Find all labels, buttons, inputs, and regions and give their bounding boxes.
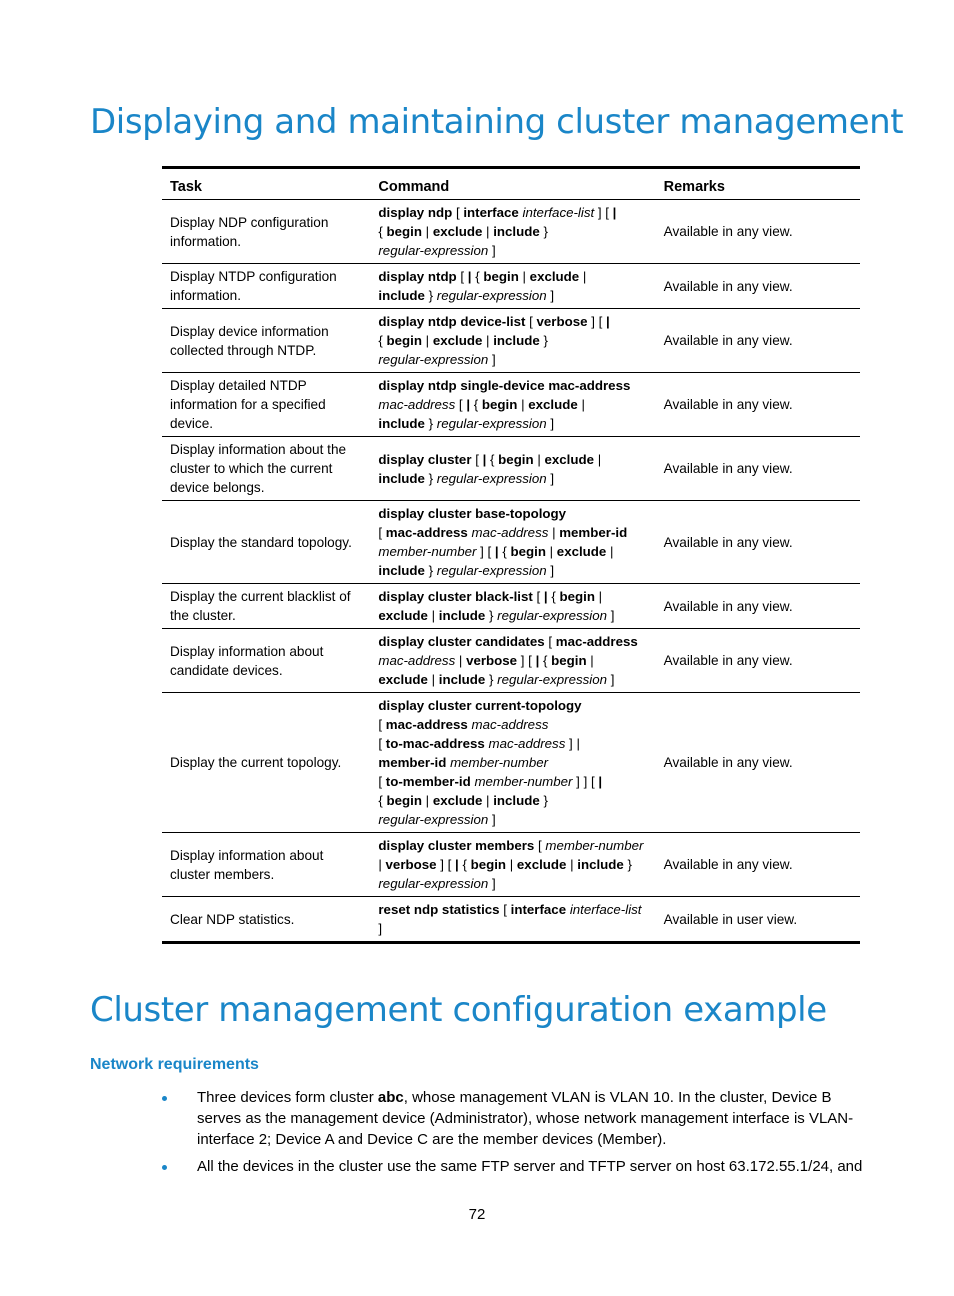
text-run: ] xyxy=(488,876,496,891)
keyword: include xyxy=(493,793,540,808)
keyword: exclude xyxy=(432,224,483,239)
task-cell: Display NTDP configuration information. xyxy=(162,264,370,309)
keyword: display cluster xyxy=(378,451,472,467)
text-run: | xyxy=(566,857,578,872)
text-run: ] xyxy=(488,243,496,258)
text-run: [ xyxy=(525,314,537,329)
keyword: member-id xyxy=(559,525,628,540)
text-run: ] xyxy=(546,288,555,303)
keyword: | xyxy=(598,774,603,789)
argument: interface-list xyxy=(522,205,595,220)
argument: member-number xyxy=(545,838,644,853)
remarks-cell: Available in any view. xyxy=(656,833,860,897)
keyword: begin xyxy=(386,793,422,808)
argument: member-number xyxy=(378,544,477,559)
keyword: mac-address xyxy=(385,717,468,732)
table-row xyxy=(162,501,860,584)
keyword: | xyxy=(466,397,471,412)
argument: mac-address xyxy=(471,717,549,732)
keyword: exclude xyxy=(432,333,483,348)
text-run: [ xyxy=(544,634,556,649)
argument: regular-expression xyxy=(378,243,489,258)
table-header-row xyxy=(162,168,860,200)
argument: mac-address xyxy=(488,736,566,751)
keyword: | xyxy=(543,589,548,604)
text-run: | xyxy=(594,589,603,604)
text-run: { xyxy=(547,589,560,604)
argument: regular-expression xyxy=(497,672,608,687)
text-run: ] xyxy=(488,352,496,367)
command-cell xyxy=(370,373,655,437)
remarks-cell: Available in user view. xyxy=(663,911,798,927)
task-cell: Display the current blacklist of the cluster. xyxy=(162,584,370,629)
bullet-icon xyxy=(162,1096,167,1101)
text-run: All the devices in the cluster use the same FTP server and TFTP server on host 63.172.55.1/24, and xyxy=(197,1158,863,1175)
command-cell xyxy=(370,501,655,584)
text-run: ] xyxy=(546,470,555,486)
text-run: | xyxy=(506,857,517,872)
text-run: | xyxy=(606,544,614,559)
argument: mac-address xyxy=(378,397,456,412)
argument: interface-list xyxy=(569,902,642,917)
argument: regular-expression xyxy=(436,563,547,578)
keyword: include xyxy=(438,672,486,687)
text-run: | xyxy=(518,269,530,284)
section-heading-display-maintain: Displaying and maintaining cluster management xyxy=(90,102,904,142)
text-run: } xyxy=(539,333,548,348)
table-row xyxy=(162,437,860,501)
text-run: | xyxy=(517,397,529,412)
table-row xyxy=(162,629,860,693)
keyword: display cluster base-topology xyxy=(378,506,567,521)
text-run: } xyxy=(424,563,437,578)
keyword: | xyxy=(494,544,499,559)
text-run: { xyxy=(471,269,484,284)
text-run: | xyxy=(482,224,494,239)
header-task: Task xyxy=(162,168,370,200)
keyword: verbose xyxy=(536,314,588,329)
task-cell: Display information about cluster members. xyxy=(162,833,370,897)
keyword: begin xyxy=(386,333,422,348)
keyword: include xyxy=(438,608,486,623)
remarks-cell: Available in any view. xyxy=(656,264,860,309)
table-row xyxy=(162,200,860,264)
text-run: ] ] [ xyxy=(572,774,599,789)
keyword: begin xyxy=(483,269,519,284)
bullet-icon xyxy=(162,1165,167,1170)
keyword: mac-address xyxy=(555,634,638,649)
keyword: include xyxy=(378,470,425,486)
text-run: | xyxy=(427,608,439,623)
text-run: ] [ xyxy=(436,857,456,872)
text-run: } xyxy=(485,608,498,623)
argument: regular-expression xyxy=(378,352,489,367)
keyword: display cluster black-list xyxy=(378,589,533,604)
keyword: display cluster members xyxy=(378,838,535,853)
command-cell xyxy=(370,584,655,629)
text-run: { xyxy=(458,857,471,872)
task-cell: Display the current topology. xyxy=(162,693,370,833)
keyword: exclude xyxy=(529,269,580,284)
text-run: { xyxy=(378,224,387,239)
text-run: Three devices form cluster xyxy=(197,1089,378,1106)
keyword: include xyxy=(378,288,425,303)
text-run: [ xyxy=(378,736,386,751)
text-run: } xyxy=(623,857,632,872)
keyword: display ndp xyxy=(378,205,453,220)
table-row xyxy=(162,897,860,943)
remarks-cell: Available in any view. xyxy=(656,693,860,833)
keyword: display cluster candidates xyxy=(378,634,545,649)
remarks-cell: Available in any view. xyxy=(656,629,860,693)
text-run: { xyxy=(539,653,552,668)
text-run: [ xyxy=(499,902,511,917)
argument: mac-address xyxy=(471,525,549,540)
command-table xyxy=(162,166,860,944)
argument: regular-expression xyxy=(436,288,547,303)
keyword: begin xyxy=(559,589,595,604)
task-cell: Display information about candidate devices. xyxy=(162,629,370,693)
keyword: | xyxy=(535,653,540,668)
text-run: | xyxy=(548,525,560,540)
text-run: | xyxy=(421,333,433,348)
command-cell xyxy=(370,437,655,501)
keyword: reset ndp statistics xyxy=(378,902,500,917)
subsection-heading-network-requirements: Network requirements xyxy=(90,1056,259,1073)
header-command: Command xyxy=(370,168,655,200)
table-row xyxy=(162,584,860,629)
table-row xyxy=(162,833,860,897)
keyword: display ntdp xyxy=(378,269,457,284)
table-row xyxy=(162,264,860,309)
keyword: | xyxy=(606,314,610,329)
argument: member-number xyxy=(450,755,549,770)
table-row xyxy=(162,693,860,833)
keyword: begin xyxy=(510,544,546,559)
keyword: exclude xyxy=(378,608,428,623)
task-cell: Display information about the cluster to which the current device belongs. xyxy=(162,437,370,501)
header-remarks: Remarks xyxy=(656,168,860,200)
keyword: exclude xyxy=(528,397,578,412)
keyword: exclude xyxy=(378,672,428,687)
remarks-cell: Available in any view. xyxy=(656,373,860,437)
keyword: verbose xyxy=(385,857,437,872)
keyword: exclude xyxy=(432,793,483,808)
text-run: ] [ xyxy=(587,314,606,329)
text-run: [ xyxy=(456,269,468,284)
requirement-item xyxy=(162,1087,867,1150)
task-cell: Display the standard topology. xyxy=(162,501,370,584)
text-run: [ xyxy=(532,589,544,604)
argument: mac-address xyxy=(378,653,456,668)
command-cell xyxy=(370,693,655,833)
page-number: 72 xyxy=(468,1206,486,1223)
text-run: ] [ xyxy=(517,653,536,668)
text-run: [ xyxy=(378,525,386,540)
section-heading-config-example: Cluster management configuration example xyxy=(90,990,827,1030)
keyword: display ntdp device-list xyxy=(378,314,526,329)
command-cell xyxy=(370,897,655,943)
keyword: include xyxy=(378,563,425,578)
text-run: | xyxy=(545,544,557,559)
text-run: , whose management VLAN is VLAN 10. In the cluster, Device B serves as the management device (Administrator), whose network management interface is VLAN-interface 2; Device A and Device C are the member devices (Member). xyxy=(197,1089,854,1148)
keyword: exclude xyxy=(556,544,607,559)
keyword: display cluster current-topology xyxy=(378,698,582,713)
keyword: begin xyxy=(470,857,507,872)
table-row xyxy=(162,309,860,373)
task-cell: Display device information collected through NTDP. xyxy=(162,309,370,373)
keyword: begin xyxy=(498,451,534,467)
text-run: [ xyxy=(471,451,483,467)
text-run: | xyxy=(533,451,545,467)
argument: regular-expression xyxy=(436,470,547,486)
text-run: | xyxy=(482,793,494,808)
text-run: { xyxy=(498,544,511,559)
keyword: begin xyxy=(551,653,587,668)
text-run: } xyxy=(485,672,498,687)
text-run: | xyxy=(579,269,587,284)
command-cell xyxy=(370,629,655,693)
text-run: ] xyxy=(378,921,383,936)
text-run: } xyxy=(424,416,437,431)
remarks-cell: Available in any view. xyxy=(656,501,860,584)
text-run: } xyxy=(424,288,437,303)
keyword: | xyxy=(612,205,617,220)
text-run: | xyxy=(455,653,467,668)
text-run: ] xyxy=(607,608,615,623)
keyword: | xyxy=(455,857,459,872)
text-run: | xyxy=(577,397,585,412)
text-run: | xyxy=(482,333,494,348)
table-body xyxy=(162,200,860,943)
argument: regular-expression xyxy=(497,608,608,623)
argument: regular-expression xyxy=(436,416,547,431)
task-cell: Display detailed NTDP information for a specified device. xyxy=(162,373,370,437)
keyword: begin xyxy=(481,397,518,412)
text-run: | xyxy=(586,653,594,668)
text-run: } xyxy=(424,470,437,486)
text-run: [ xyxy=(378,717,386,732)
text-run: { xyxy=(486,451,499,467)
text-run: } xyxy=(539,224,548,239)
keyword: to-member-id xyxy=(385,774,471,789)
keyword: exclude xyxy=(516,857,567,872)
text-run: | xyxy=(421,224,433,239)
text-run: | xyxy=(378,857,386,872)
text-run: [ xyxy=(534,838,546,853)
text-run: ] xyxy=(488,812,496,827)
keyword: display ntdp single-device mac-address xyxy=(378,378,631,393)
keyword: verbose xyxy=(466,653,518,668)
keyword: include xyxy=(378,416,425,431)
keyword: include xyxy=(493,224,540,239)
text-run: ] [ xyxy=(594,205,613,220)
text-run: { xyxy=(378,793,387,808)
keyword: interface xyxy=(510,902,567,917)
text-run: | xyxy=(421,793,433,808)
keyword: to-mac-address xyxy=(385,736,485,751)
requirements-list xyxy=(162,1087,867,1183)
command-cell xyxy=(370,833,655,897)
text-run: } xyxy=(539,793,548,808)
text-run: ] xyxy=(607,672,615,687)
text-run: [ xyxy=(378,774,386,789)
text-run: [ xyxy=(452,205,464,220)
argument: member-number xyxy=(474,774,573,789)
argument: regular-expression xyxy=(378,812,489,827)
command-cell xyxy=(370,264,655,309)
keyword: interface xyxy=(463,205,519,220)
command-cell xyxy=(370,309,655,373)
keyword: member-id xyxy=(378,755,447,770)
table-row xyxy=(162,373,860,437)
argument: regular-expression xyxy=(378,876,489,891)
text-run: ] xyxy=(546,563,555,578)
text-run: ] | xyxy=(565,736,580,751)
keyword: exclude xyxy=(544,451,595,467)
text-run: ] [ xyxy=(476,544,495,559)
text-run: | xyxy=(594,451,602,467)
keyword: include xyxy=(577,857,624,872)
remarks-cell: Available in any view. xyxy=(656,200,860,264)
task-cell: Clear NDP statistics. xyxy=(170,911,295,927)
task-cell: Display NDP configuration information. xyxy=(162,200,370,264)
text-run: | xyxy=(427,672,439,687)
keyword: begin xyxy=(386,224,422,239)
command-cell xyxy=(370,200,655,264)
requirement-item xyxy=(162,1156,867,1177)
remarks-cell: Available in any view. xyxy=(656,437,860,501)
text-run: { xyxy=(378,333,387,348)
text-run: ] xyxy=(546,416,555,431)
remarks-cell: Available in any view. xyxy=(656,584,860,629)
keyword: | xyxy=(467,269,472,284)
keyword: abc xyxy=(377,1089,404,1106)
text-run: [ xyxy=(455,397,467,412)
keyword: include xyxy=(493,333,540,348)
keyword: mac-address xyxy=(385,525,468,540)
remarks-cell: Available in any view. xyxy=(656,309,860,373)
text-run: { xyxy=(470,397,482,412)
keyword: | xyxy=(482,451,487,467)
